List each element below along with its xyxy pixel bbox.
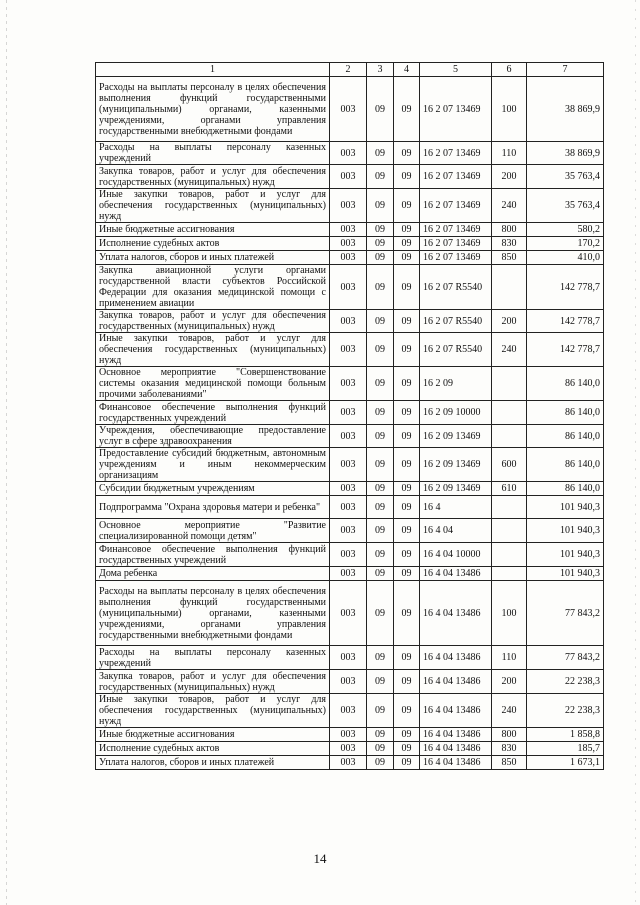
row-section: 09 xyxy=(367,189,394,223)
row-target-article: 16 2 07 13469 xyxy=(420,142,492,165)
row-section: 09 xyxy=(367,742,394,756)
column-header: 7 xyxy=(527,63,604,77)
row-name: Финансовое обеспечение выполнения функций государственных учреждений xyxy=(96,543,330,567)
table-row xyxy=(96,756,604,770)
row-name: Иные бюджетные ассигнования xyxy=(96,728,330,742)
row-subsection: 09 xyxy=(394,310,420,333)
row-admin-code: 003 xyxy=(330,581,367,646)
row-subsection: 09 xyxy=(394,77,420,142)
row-target-article: 16 4 04 10000 xyxy=(420,543,492,567)
column-header: 4 xyxy=(394,63,420,77)
row-amount: 22 238,3 xyxy=(527,670,604,694)
row-admin-code: 003 xyxy=(330,142,367,165)
row-admin-code: 003 xyxy=(330,756,367,770)
row-expense-type: 850 xyxy=(492,251,527,265)
row-amount: 86 140,0 xyxy=(527,367,604,401)
row-target-article: 16 4 04 13486 xyxy=(420,567,492,581)
table-row xyxy=(96,367,604,401)
row-subsection: 09 xyxy=(394,567,420,581)
row-expense-type: 240 xyxy=(492,189,527,223)
row-admin-code: 003 xyxy=(330,77,367,142)
row-admin-code: 003 xyxy=(330,265,367,310)
row-admin-code: 003 xyxy=(330,694,367,728)
row-amount: 38 869,9 xyxy=(527,142,604,165)
row-section: 09 xyxy=(367,265,394,310)
table-row xyxy=(96,567,604,581)
table-row xyxy=(96,165,604,189)
column-header: 6 xyxy=(492,63,527,77)
row-admin-code: 003 xyxy=(330,646,367,670)
row-section: 09 xyxy=(367,367,394,401)
row-amount: 35 763,4 xyxy=(527,189,604,223)
row-expense-type xyxy=(492,543,527,567)
row-amount: 77 843,2 xyxy=(527,646,604,670)
row-target-article: 16 4 04 13486 xyxy=(420,646,492,670)
row-target-article: 16 2 09 xyxy=(420,367,492,401)
row-subsection: 09 xyxy=(394,142,420,165)
row-expense-type: 110 xyxy=(492,142,527,165)
row-name: Основное мероприятие "Развитие специализированной помощи детям" xyxy=(96,519,330,543)
row-expense-type: 240 xyxy=(492,694,527,728)
row-subsection: 09 xyxy=(394,519,420,543)
row-name: Закупка товаров, работ и услуг для обеспечения государственных (муниципальных) нужд xyxy=(96,165,330,189)
row-expense-type: 100 xyxy=(492,77,527,142)
scan-edge-left xyxy=(6,0,7,905)
row-admin-code: 003 xyxy=(330,519,367,543)
row-target-article: 16 2 07 R5540 xyxy=(420,265,492,310)
budget-table xyxy=(95,62,604,770)
row-subsection: 09 xyxy=(394,581,420,646)
row-admin-code: 003 xyxy=(330,670,367,694)
table-row xyxy=(96,448,604,482)
column-header: 1 xyxy=(96,63,330,77)
table-row xyxy=(96,482,604,496)
row-name: Субсидии бюджетным учреждениям xyxy=(96,482,330,496)
row-name: Закупка товаров, работ и услуг для обеспечения государственных (муниципальных) нужд xyxy=(96,310,330,333)
row-section: 09 xyxy=(367,223,394,237)
row-admin-code: 003 xyxy=(330,401,367,425)
row-subsection: 09 xyxy=(394,496,420,519)
row-section: 09 xyxy=(367,728,394,742)
row-subsection: 09 xyxy=(394,333,420,367)
row-expense-type: 100 xyxy=(492,581,527,646)
row-expense-type: 830 xyxy=(492,742,527,756)
row-amount: 86 140,0 xyxy=(527,425,604,448)
row-name: Основное мероприятие "Совершенствование системы оказания медицинской помощи больным прочими заболеваниями" xyxy=(96,367,330,401)
row-subsection: 09 xyxy=(394,756,420,770)
row-name: Уплата налогов, сборов и иных платежей xyxy=(96,756,330,770)
row-name: Иные закупки товаров, работ и услуг для обеспечения государственных (муниципальных) нужд xyxy=(96,333,330,367)
row-name: Закупка авиационной услуги органами государственной власти субъектов Российской Федерации для оказания медицинской помощи с применением авиации xyxy=(96,265,330,310)
row-name: Расходы на выплаты персоналу казенных учреждений xyxy=(96,646,330,670)
row-expense-type: 600 xyxy=(492,448,527,482)
row-target-article: 16 2 09 10000 xyxy=(420,401,492,425)
table-row xyxy=(96,401,604,425)
column-header: 5 xyxy=(420,63,492,77)
row-admin-code: 003 xyxy=(330,310,367,333)
row-amount: 142 778,7 xyxy=(527,333,604,367)
row-target-article: 16 2 07 13469 xyxy=(420,237,492,251)
row-subsection: 09 xyxy=(394,543,420,567)
row-subsection: 09 xyxy=(394,265,420,310)
row-target-article: 16 2 09 13469 xyxy=(420,482,492,496)
table-row xyxy=(96,519,604,543)
row-expense-type xyxy=(492,519,527,543)
row-section: 09 xyxy=(367,77,394,142)
row-target-article: 16 4 04 13486 xyxy=(420,728,492,742)
row-subsection: 09 xyxy=(394,251,420,265)
table-row xyxy=(96,496,604,519)
table-row xyxy=(96,310,604,333)
row-amount: 142 778,7 xyxy=(527,265,604,310)
row-name: Иные бюджетные ассигнования xyxy=(96,223,330,237)
row-expense-type: 240 xyxy=(492,333,527,367)
table-row xyxy=(96,251,604,265)
table-row xyxy=(96,333,604,367)
table-row xyxy=(96,77,604,142)
row-expense-type: 200 xyxy=(492,165,527,189)
row-admin-code: 003 xyxy=(330,496,367,519)
row-amount: 170,2 xyxy=(527,237,604,251)
row-amount: 101 940,3 xyxy=(527,543,604,567)
row-amount: 35 763,4 xyxy=(527,165,604,189)
row-section: 09 xyxy=(367,496,394,519)
row-target-article: 16 2 07 13469 xyxy=(420,189,492,223)
row-amount: 101 940,3 xyxy=(527,496,604,519)
row-amount: 38 869,9 xyxy=(527,77,604,142)
row-subsection: 09 xyxy=(394,367,420,401)
row-expense-type xyxy=(492,401,527,425)
row-name: Закупка товаров, работ и услуг для обеспечения государственных (муниципальных) нужд xyxy=(96,670,330,694)
row-amount: 1 673,1 xyxy=(527,756,604,770)
table-row xyxy=(96,670,604,694)
row-admin-code: 003 xyxy=(330,223,367,237)
row-target-article: 16 4 04 13486 xyxy=(420,694,492,728)
row-admin-code: 003 xyxy=(330,543,367,567)
row-target-article: 16 2 09 13469 xyxy=(420,448,492,482)
row-section: 09 xyxy=(367,142,394,165)
column-header: 3 xyxy=(367,63,394,77)
row-section: 09 xyxy=(367,519,394,543)
row-amount: 101 940,3 xyxy=(527,567,604,581)
row-expense-type: 610 xyxy=(492,482,527,496)
row-section: 09 xyxy=(367,401,394,425)
row-amount: 86 140,0 xyxy=(527,482,604,496)
table-row xyxy=(96,581,604,646)
row-target-article: 16 4 04 xyxy=(420,519,492,543)
row-admin-code: 003 xyxy=(330,367,367,401)
row-name: Иные закупки товаров, работ и услуг для обеспечения государственных (муниципальных) нужд xyxy=(96,189,330,223)
table-row xyxy=(96,425,604,448)
row-expense-type xyxy=(492,265,527,310)
table-row xyxy=(96,237,604,251)
table-row xyxy=(96,223,604,237)
row-subsection: 09 xyxy=(394,223,420,237)
row-target-article: 16 2 07 13469 xyxy=(420,223,492,237)
row-name: Учреждения, обеспечивающие предоставление услуг в сфере здравоохранения xyxy=(96,425,330,448)
row-target-article: 16 2 07 13469 xyxy=(420,251,492,265)
row-admin-code: 003 xyxy=(330,567,367,581)
row-section: 09 xyxy=(367,448,394,482)
page-number: 14 xyxy=(313,851,327,866)
row-amount: 86 140,0 xyxy=(527,401,604,425)
row-subsection: 09 xyxy=(394,189,420,223)
row-admin-code: 003 xyxy=(330,425,367,448)
row-expense-type: 830 xyxy=(492,237,527,251)
row-subsection: 09 xyxy=(394,425,420,448)
table-header-row xyxy=(96,63,604,77)
row-expense-type xyxy=(492,367,527,401)
row-subsection: 09 xyxy=(394,237,420,251)
table-row xyxy=(96,543,604,567)
row-target-article: 16 4 04 13486 xyxy=(420,742,492,756)
row-admin-code: 003 xyxy=(330,251,367,265)
row-amount: 185,7 xyxy=(527,742,604,756)
row-amount: 77 843,2 xyxy=(527,581,604,646)
column-header: 2 xyxy=(330,63,367,77)
row-amount: 86 140,0 xyxy=(527,448,604,482)
row-target-article: 16 4 04 13486 xyxy=(420,670,492,694)
row-expense-type: 800 xyxy=(492,728,527,742)
row-target-article: 16 2 07 R5540 xyxy=(420,310,492,333)
row-section: 09 xyxy=(367,310,394,333)
row-subsection: 09 xyxy=(394,728,420,742)
row-expense-type xyxy=(492,425,527,448)
row-subsection: 09 xyxy=(394,448,420,482)
row-name: Расходы на выплаты персоналу в целях обеспечения выполнения функций государственными (муниципальными) органами, казенными учреждениями, органами управления государственными внебюджетными фондами xyxy=(96,581,330,646)
row-admin-code: 003 xyxy=(330,448,367,482)
row-section: 09 xyxy=(367,165,394,189)
row-section: 09 xyxy=(367,425,394,448)
row-subsection: 09 xyxy=(394,670,420,694)
row-subsection: 09 xyxy=(394,694,420,728)
row-section: 09 xyxy=(367,567,394,581)
row-section: 09 xyxy=(367,237,394,251)
row-name: Расходы на выплаты персоналу в целях обеспечения выполнения функций государственными (муниципальными) органами, казенными учреждениями, органами управления государственными внебюджетными фондами xyxy=(96,77,330,142)
table-row xyxy=(96,265,604,310)
table-row xyxy=(96,142,604,165)
row-amount: 1 858,8 xyxy=(527,728,604,742)
row-name: Иные закупки товаров, работ и услуг для обеспечения государственных (муниципальных) нужд xyxy=(96,694,330,728)
row-admin-code: 003 xyxy=(330,742,367,756)
table-row xyxy=(96,694,604,728)
table-row xyxy=(96,646,604,670)
row-expense-type xyxy=(492,496,527,519)
row-target-article: 16 4 04 13486 xyxy=(420,756,492,770)
row-name: Расходы на выплаты персоналу казенных учреждений xyxy=(96,142,330,165)
row-expense-type: 850 xyxy=(492,756,527,770)
row-target-article: 16 2 07 13469 xyxy=(420,77,492,142)
row-section: 09 xyxy=(367,756,394,770)
row-section: 09 xyxy=(367,482,394,496)
row-admin-code: 003 xyxy=(330,482,367,496)
row-amount: 580,2 xyxy=(527,223,604,237)
row-expense-type xyxy=(492,567,527,581)
row-admin-code: 003 xyxy=(330,728,367,742)
row-target-article: 16 2 07 13469 xyxy=(420,165,492,189)
row-name: Исполнение судебных актов xyxy=(96,237,330,251)
row-name: Финансовое обеспечение выполнения функций государственных учреждений xyxy=(96,401,330,425)
row-amount: 101 940,3 xyxy=(527,519,604,543)
row-section: 09 xyxy=(367,543,394,567)
table-row xyxy=(96,189,604,223)
row-subsection: 09 xyxy=(394,401,420,425)
row-name: Исполнение судебных актов xyxy=(96,742,330,756)
row-subsection: 09 xyxy=(394,646,420,670)
row-amount: 410,0 xyxy=(527,251,604,265)
row-amount: 22 238,3 xyxy=(527,694,604,728)
row-amount: 142 778,7 xyxy=(527,310,604,333)
row-expense-type: 110 xyxy=(492,646,527,670)
row-section: 09 xyxy=(367,646,394,670)
row-target-article: 16 2 07 R5540 xyxy=(420,333,492,367)
table-row xyxy=(96,742,604,756)
row-target-article: 16 2 09 13469 xyxy=(420,425,492,448)
row-section: 09 xyxy=(367,694,394,728)
table-body xyxy=(96,77,604,770)
row-subsection: 09 xyxy=(394,165,420,189)
row-section: 09 xyxy=(367,333,394,367)
row-section: 09 xyxy=(367,581,394,646)
row-target-article: 16 4 xyxy=(420,496,492,519)
scan-edge-right xyxy=(635,0,636,905)
row-name: Подпрограмма "Охрана здоровья матери и ребенка" xyxy=(96,496,330,519)
row-expense-type: 800 xyxy=(492,223,527,237)
row-admin-code: 003 xyxy=(330,189,367,223)
row-admin-code: 003 xyxy=(330,237,367,251)
row-admin-code: 003 xyxy=(330,333,367,367)
row-expense-type: 200 xyxy=(492,310,527,333)
row-admin-code: 003 xyxy=(330,165,367,189)
row-expense-type: 200 xyxy=(492,670,527,694)
row-name: Предоставление субсидий бюджетным, автономным учреждениям и иным некоммерческим организациям xyxy=(96,448,330,482)
table-row xyxy=(96,728,604,742)
row-target-article: 16 4 04 13486 xyxy=(420,581,492,646)
row-subsection: 09 xyxy=(394,742,420,756)
row-section: 09 xyxy=(367,670,394,694)
row-section: 09 xyxy=(367,251,394,265)
row-name: Дома ребенка xyxy=(96,567,330,581)
row-name: Уплата налогов, сборов и иных платежей xyxy=(96,251,330,265)
row-subsection: 09 xyxy=(394,482,420,496)
